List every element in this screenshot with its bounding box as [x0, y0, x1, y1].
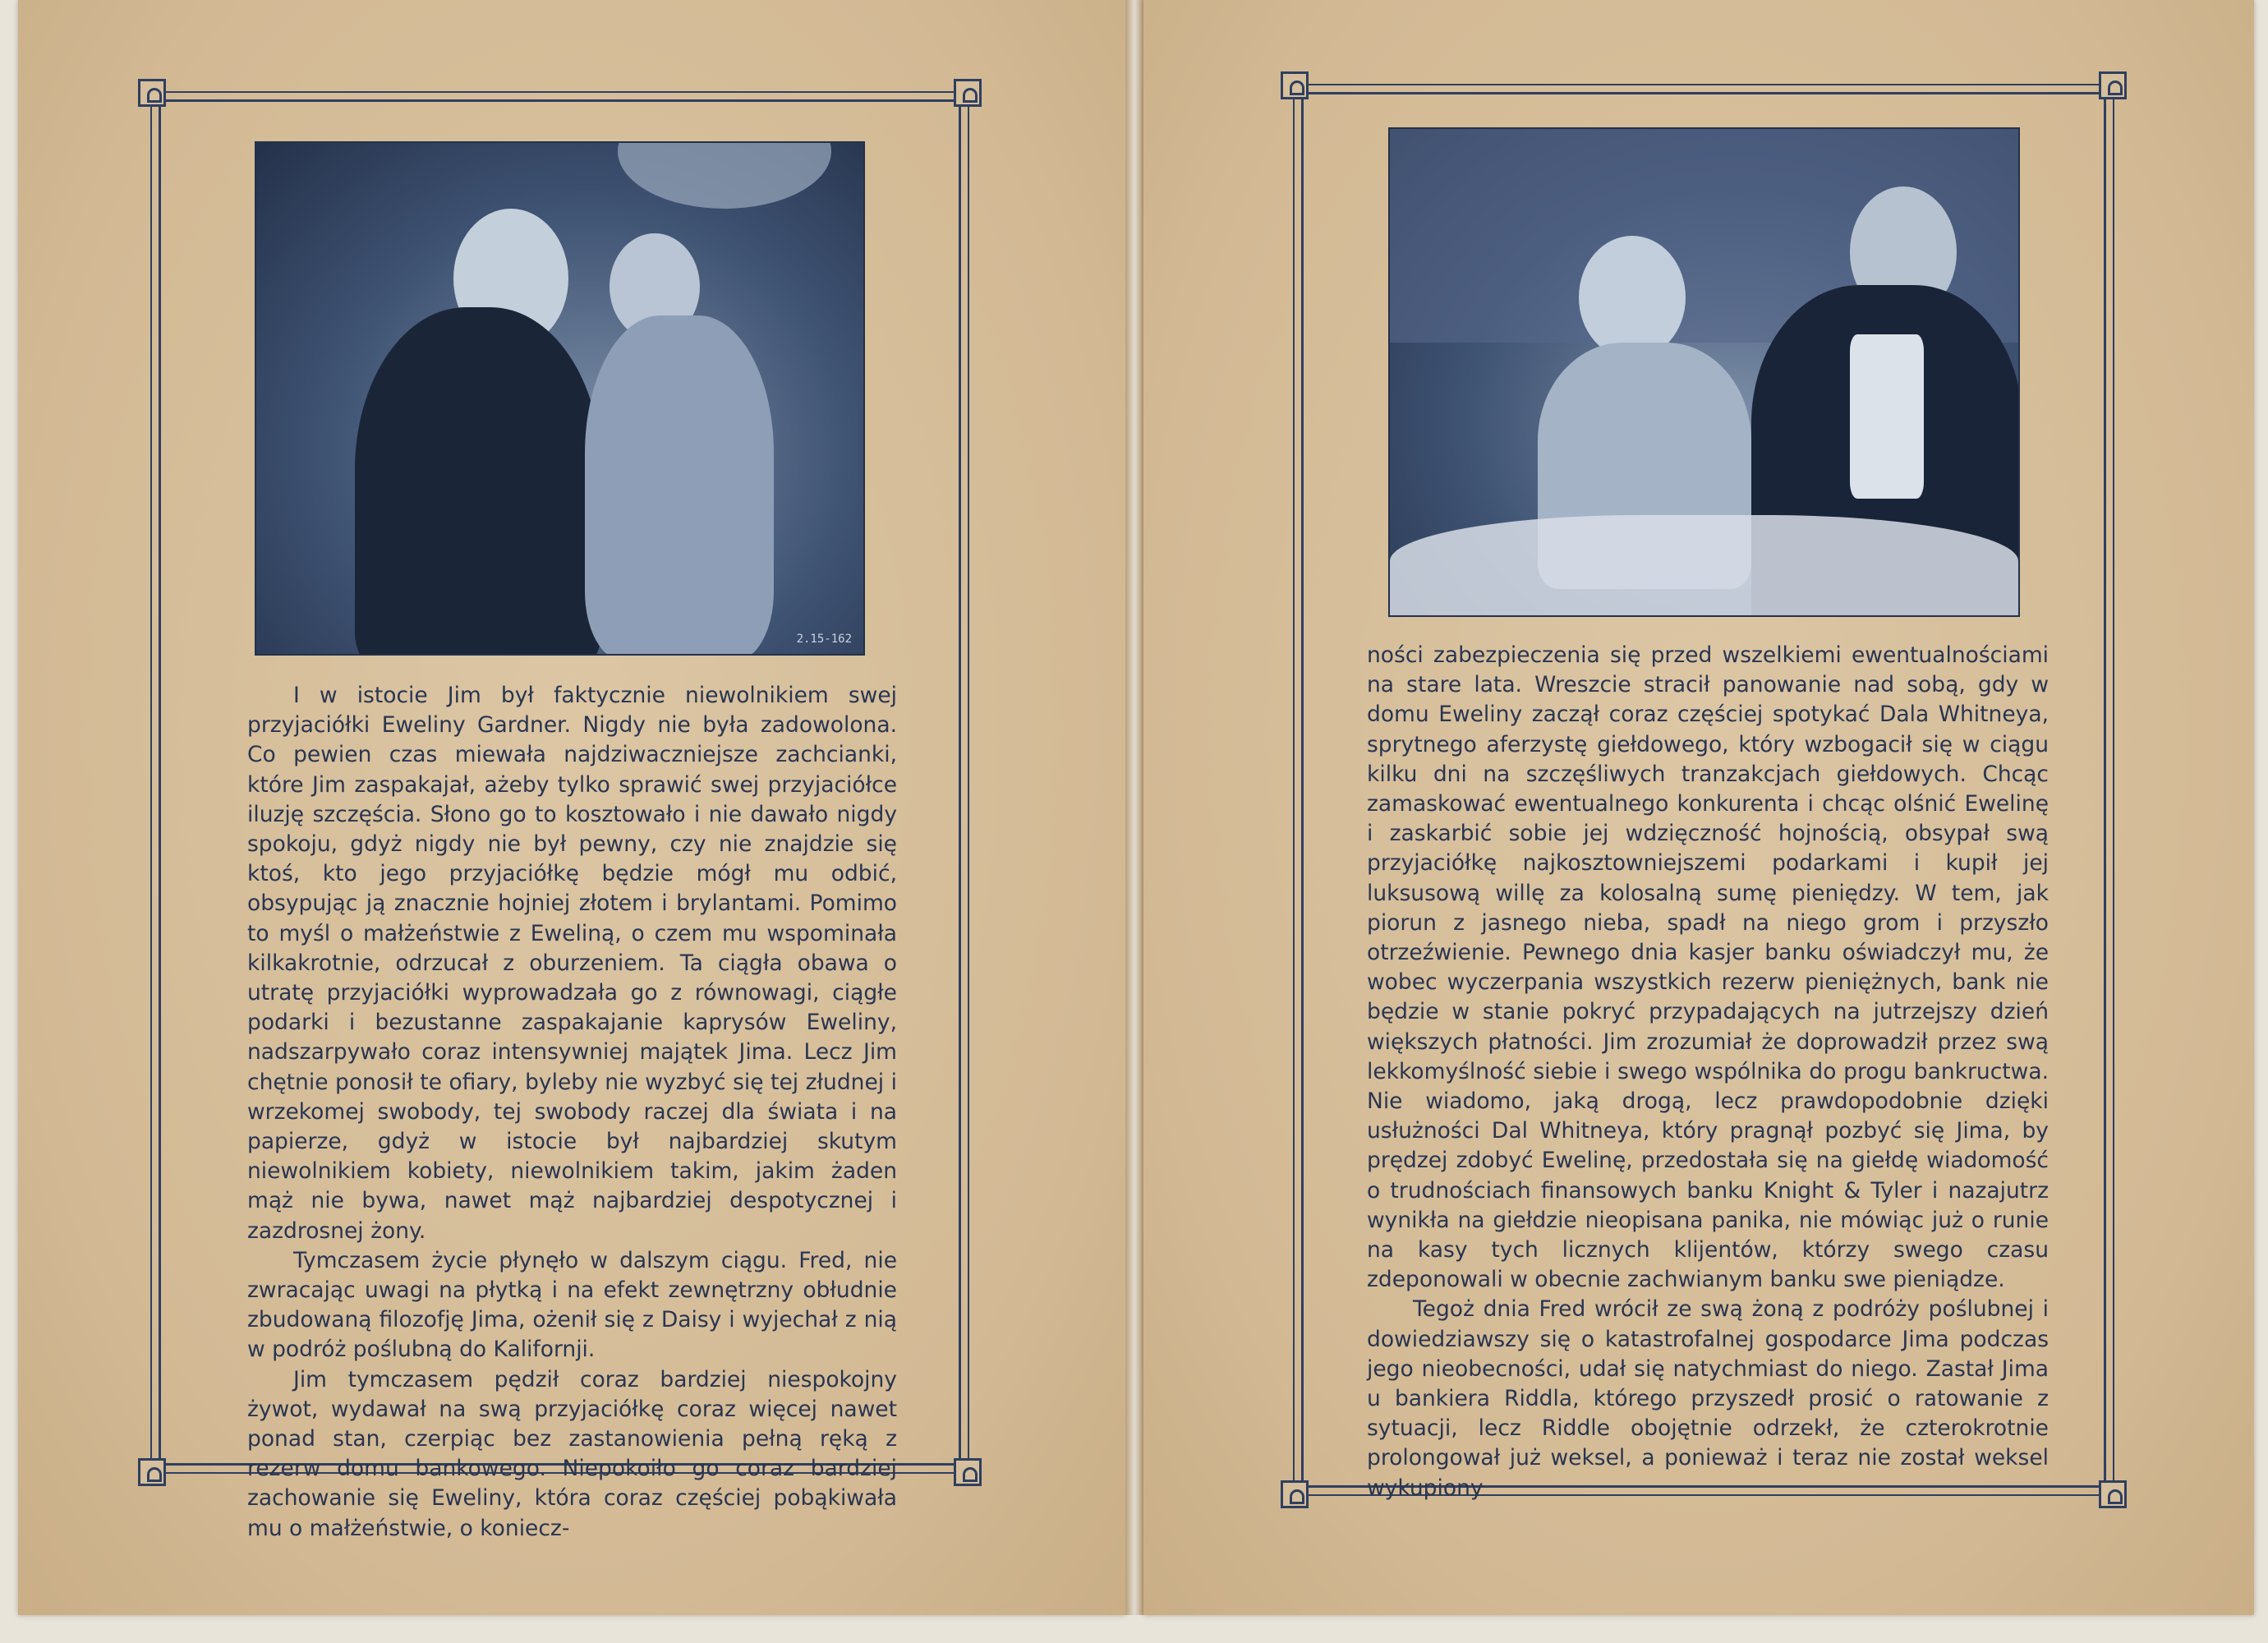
page-fold — [1125, 0, 1143, 1615]
left-page-text — [247, 681, 897, 1544]
photo-code: 2.15-162 — [796, 633, 852, 646]
ornament-corner-icon — [1281, 71, 1309, 99]
ornament-corner-icon — [138, 79, 166, 107]
shirt-front — [1850, 334, 1924, 499]
paragraph: ności zabezpieczenia się przed wszelkiemi ewentualnościami na stare lata. Wreszcie stracił panowanie nad sobą, gdy w domu Eweliny zaczął coraz częściej spotykać Dala Whitneya, sprytnego aferzystę giełdowego, który wzbogacił się w ciągu kilku dni na szczęśliwych tranzakcjach giełdowych. Chcąc zamaskować ewentualnego konkurenta i chcąc olśnić Ewelinę i zaskarbić sobie jej wdzięczność hojnością, obsypał swą przyjaciółkę najkosztowniejszemi podarkami i kupił jej luksusową willę za kolosalną sumę pieniędzy. W tem, jak piorun z jasnego nieba, spadł na niego grom i przyszło otrzeźwienie. Pewnego dnia kasjer banku oświadczył mu, że wobec wyczerpania wszystkich rezerw pieniężnych, bank nie będzie w stanie pokryć przypadających na jutrzejszy dzień większych płatności. Jim zrozumiał że doprowadził przez swą lekkomyślność siebie i swego wspólnika do progu bankructwa. Nie wiadomo, jaką drogą, lecz prawdopodobnie dzięki usłużności Dal Whitneya, który pragnął pozbyć się Jima, by prędzej zdobyć Ewelinę, przedostała się na giełdę wiadomość o trudnościach finansowych banku Knight & Tyler i nazajutrz wynikła na giełdzie nieopisana panika, nie mówiąc już o runie na kasy tych licznych klijentów, którzy swego czasu zdeponowali w obecnie zachwianym banku swe pieniądze. — [1367, 642, 2049, 1293]
woman-face — [1579, 236, 1686, 359]
right-page-text — [1367, 641, 2049, 1503]
ornament-corner-icon — [138, 1458, 166, 1486]
man-figure — [355, 307, 601, 656]
paragraph: Jim tymczasem pędził coraz bardziej niespokojny żywot, wydawał na swą przyjaciółkę coraz więcej nawet ponad stan, czerpiąc bez zastanowienia pełną ręką z rezerw domu bankowego. Niepokoiło go coraz bardziej zachowanie się Eweliny, która coraz częściej pobąkiwała mu o małżeństwie, o koniecz- — [247, 1366, 897, 1541]
paragraph: Tymczasem życie płynęło w dalszym ciągu. Fred, nie zwracając uwagi na płytką i na efekt zewnętrzny obłudnie zbudowaną filozofję Jima, ożenił się z Daisy i wyjechał z nią w podróż poślubną do Kalifornji. — [247, 1247, 897, 1363]
ornament-corner-icon — [2099, 1480, 2127, 1508]
film-still-photo-left — [255, 141, 865, 656]
woman-figure — [585, 315, 774, 656]
left-page — [18, 0, 1125, 1615]
right-page — [1143, 0, 2254, 1615]
table-cloth — [1390, 515, 2018, 617]
right-page-border — [1301, 92, 2106, 1501]
left-page-border — [159, 99, 961, 1541]
film-still-photo-right — [1388, 127, 2020, 617]
wall-decoration — [618, 141, 831, 209]
paragraph: I w istocie Jim był faktycznie niewolnikiem swej przyjaciółki Eweliny Gardner. Nigdy nie była zadowolona. Co pewien czas miewała najdziwaczniejsze zachcianki, które Jim zaspakajał, ażeby tylko sprawić swej przyjaciółce iluzję szczęścia. Słono go to kosztowało i nie dawało nigdy spokoju, gdyż nigdy nie był pewny, czy nie znajdzie się ktoś, kto jego przyjaciółkę będzie mógł mu odbić, obsypując ją znacznie hojniej złotem i brylantami. Pomimo to myśl o małżeństwie z Eweliną, o czem mu wspominała kilkakrotnie, odrzucał z oburzeniem. Ta ciągła obawa o utratę przyjaciółki wyprowadzała go z równowagi, ciągłe podarki i bezustanne zaspakajanie kaprysów Eweliny, nadszarpywało coraz intensywniej majątek Jima. Lecz Jim chętnie ponosił te ofiary, byleby nie wyzbyć się tej złudnej i wrzekomej swobody, tej swobody raczej dla świata i na papierze, gdyż w istocie był najbardziej skutym niewolnikiem kobiety, niewolnikiem takim, jakim żaden mąż nie bywa, nawet mąż najbardziej despotycznej i zazdrosnej żony. — [247, 683, 897, 1244]
paragraph: Tegoż dnia Fred wrócił ze swą żoną z podróży poślubnej i dowiedziawszy się o katastrofalnej gospodarce Jima podczas jego nieobecności, udał się natychmiast do niego. Zastał Jima u bankiera Riddla, którego przyszedł prosić o ratowanie z sytuacji, lecz Riddle obojętnie odrzekł, że czterokrotnie prolongował już weksel, a ponieważ i teraz nie został weksel wykupiony — [1367, 1296, 2049, 1501]
ornament-corner-icon — [954, 79, 982, 107]
ornament-corner-icon — [2099, 71, 2127, 99]
ornament-corner-icon — [954, 1458, 982, 1486]
ornament-corner-icon — [1281, 1480, 1309, 1508]
